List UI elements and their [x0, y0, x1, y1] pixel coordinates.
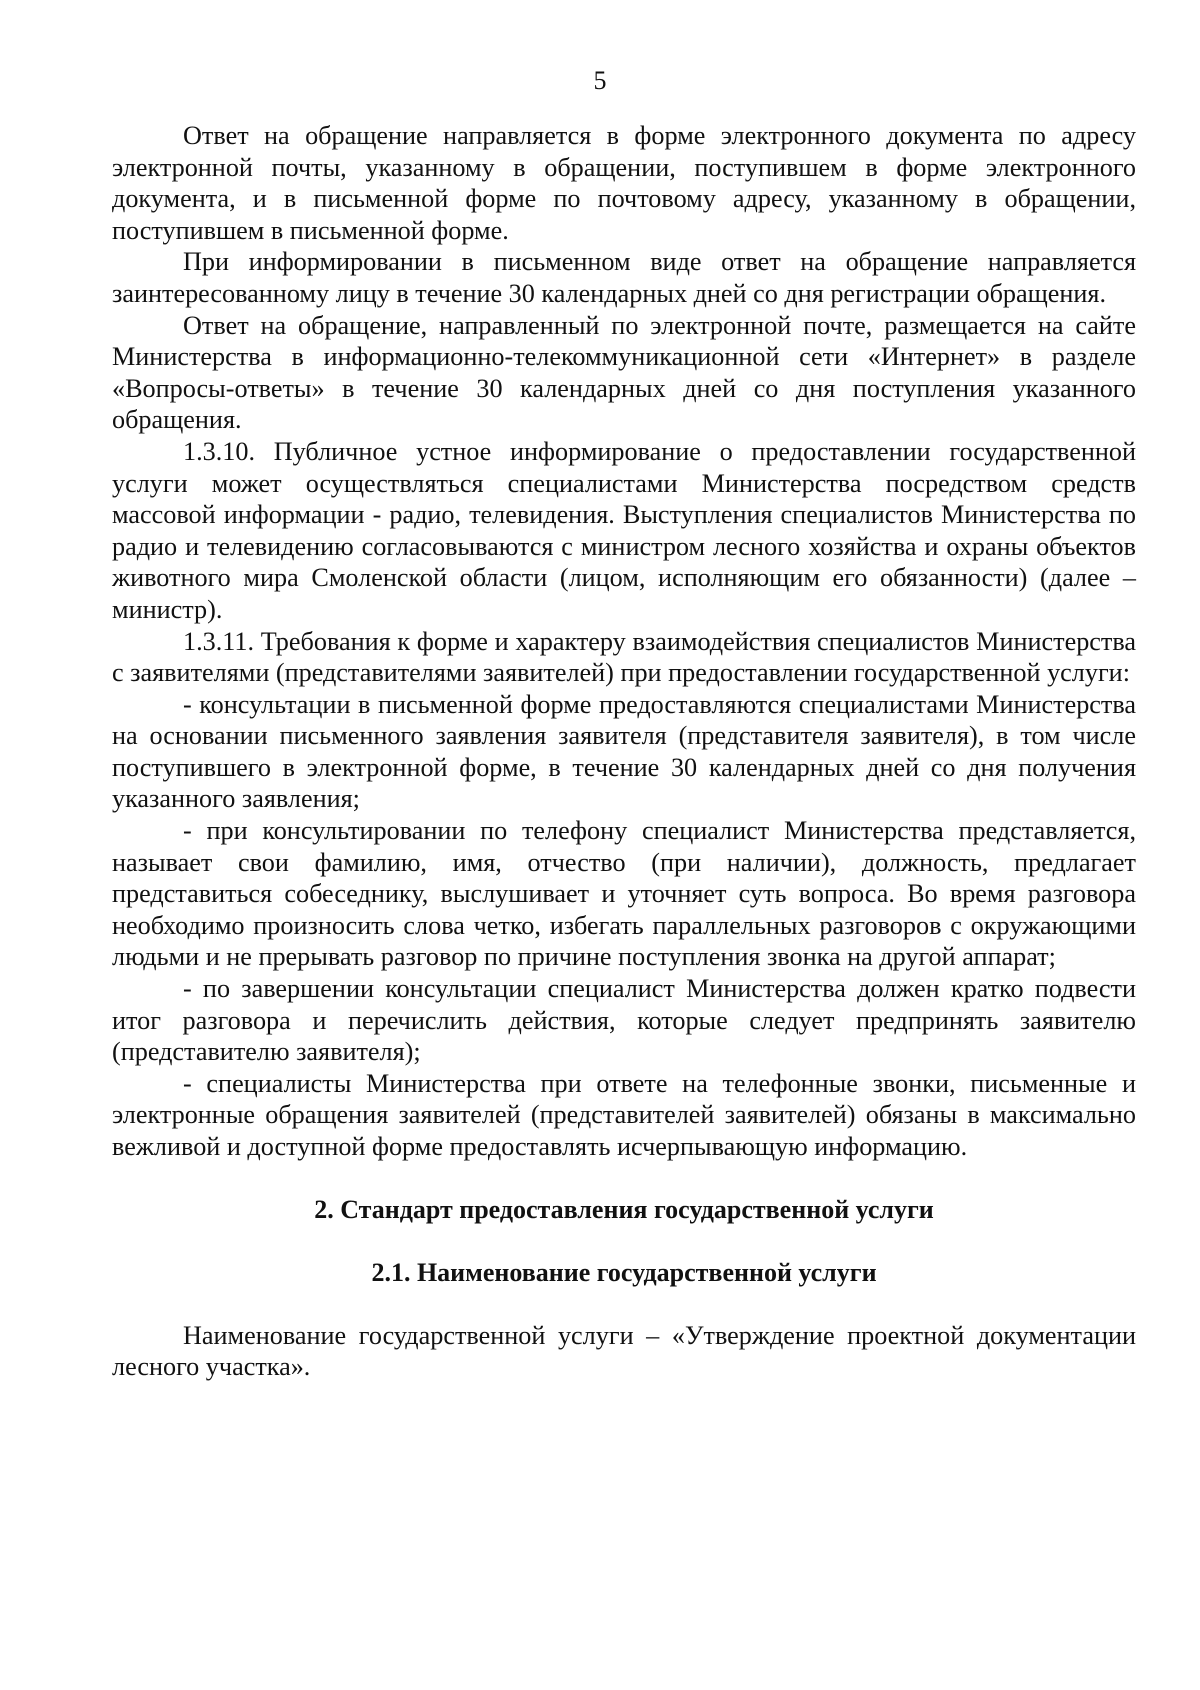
page-number: 5	[593, 66, 607, 95]
list-item-written-consultations: - консультации в письменной форме предоставляются специалистами Министерства на основании письменного заявления заявителя (представителя заявителя), в том числе поступившего в электронной форме, в течение 30 календарных дней со дня получения указанного заявления;	[112, 689, 1136, 814]
list-item-courtesy-requirement: - специалисты Министерства при ответе на телефонные звонки, письменные и электронные обращения заявителей (представителей заявителей) обязаны в максимально вежливой и доступной форме предоставлять исчерпывающую информацию.	[112, 1068, 1136, 1161]
subsection-heading: 2.1. Наименование государственной услуги	[371, 1257, 877, 1287]
list-item-consultation-summary: - по завершении консультации специалист Министерства должен кратко подвести итог разговора и перечислить действия, которые следует предпринять заявителю (представителю заявителя);	[112, 974, 1136, 1067]
paragraph-service-name: Наименование государственной услуги – «Утверждение проектной документации лесного участка».	[112, 1320, 1136, 1382]
document-body	[112, 120, 1136, 1383]
list-item-phone-consultations: - при консультировании по телефону специалист Министерства представляется, называет свои фамилию, имя, отчество (при наличии), должность, предлагает представиться собеседнику, выслушивает и уточняет суть вопроса. Во время разговора необходимо произносить слова четко, избегать параллельных разговоров с окружающими людьми и не прерывать разговор по причине поступления звонка на другой аппарат;	[112, 816, 1136, 972]
paragraph-1-3-11-interaction-requirements: 1.3.11. Требования к форме и характеру взаимодействия специалистов Министерства с заявителями (представителями заявителей) при предоставлении государственной услуги:	[112, 626, 1136, 688]
paragraph-written-reply-deadline: При информировании в письменном виде ответ на обращение направляется заинтересованному лицу в течение 30 календарных дней со дня регистрации обращения.	[112, 247, 1136, 308]
paragraph-reply-electronic-form: Ответ на обращение направляется в форме электронного документа по адресу электронной почты, указанному в обращении, поступившем в форме электронного документа, и в письменной форме по почтовому адресу, указанному в обращении, поступившем в письменной форме.	[112, 121, 1136, 245]
paragraph-reply-published-on-site: Ответ на обращение, направленный по электронной почте, размещается на сайте Министерства в информационно-телекоммуникационной сети «Интернет» в разделе «Вопросы-ответы» в течение 30 календарных дней со дня поступления указанного обращения.	[112, 310, 1136, 435]
section-heading: 2. Стандарт предоставления государственной услуги	[314, 1194, 934, 1224]
paragraph-1-3-10-public-oral-informing: 1.3.10. Публичное устное информирование о предоставлении государственной услуги может осуществляться специалистами Министерства посредством средств массовой информации - радио, телевидения. Выступления специалистов Министерства по радио и телевидению согласовываются с министром лесного хозяйства и охраны объектов животного мира Смоленской области (лицом, исполняющим его обязанности) (далее – министр).	[112, 436, 1136, 624]
